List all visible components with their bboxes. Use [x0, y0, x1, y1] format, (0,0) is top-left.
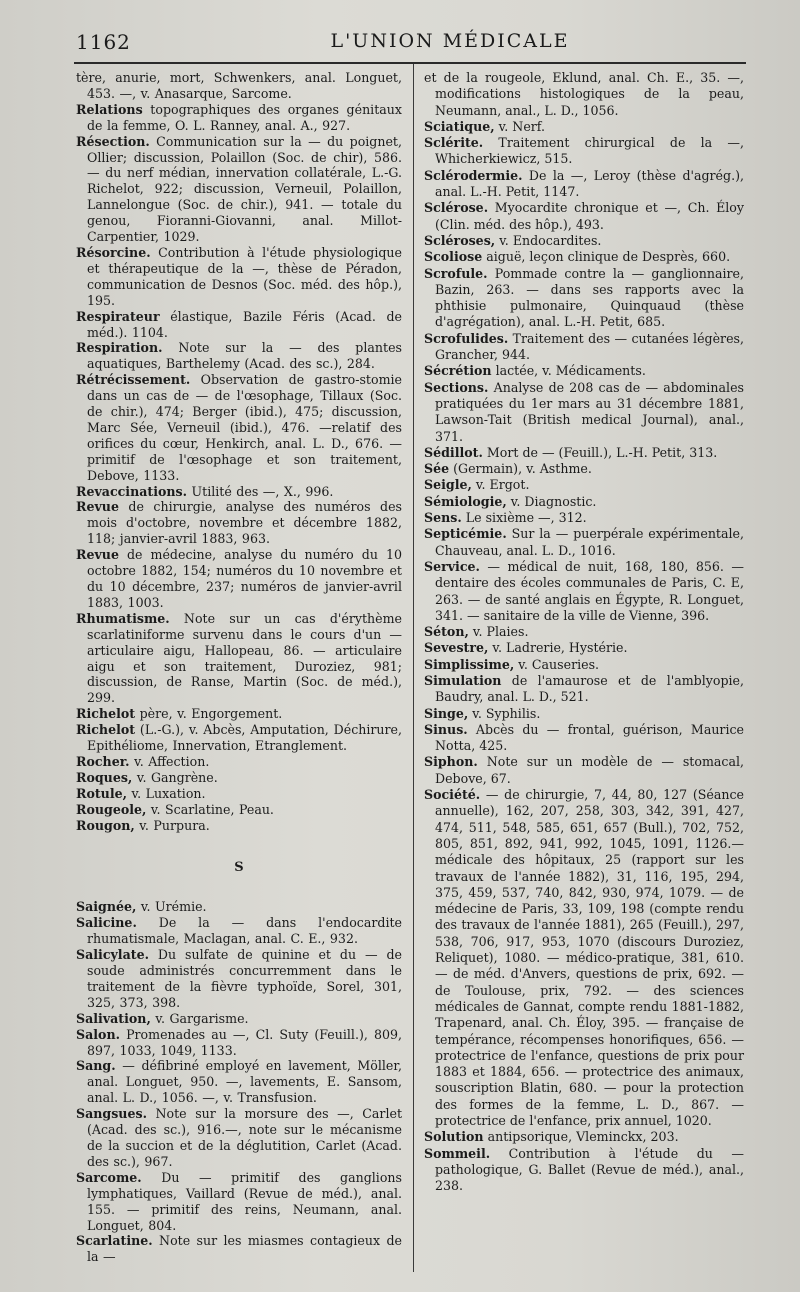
- index-entry: [76, 70, 402, 102]
- entry-text: v. Syphilis.: [468, 705, 541, 721]
- index-entry: [424, 461, 744, 477]
- index-entry: [424, 200, 744, 233]
- entry-text: Communication sur la — du poignet, Ollier; discussion, Polaillon (Soc. de chir), 586. — du nerf médian, innervation collatérale, L.-G. Richelot, 922; discussion, Verneuil, Polaillon, Lannelongue (Soc. de chir.), 941. — totale du genou, Fioranni-Giovanni, anal. Millot-Carpentier, 1029.: [87, 133, 402, 245]
- entry-term: Sections.: [424, 379, 489, 395]
- entry-text: topographiques des organes génitaux de la femme, O. L. Ranney, anal. A., 927.: [87, 101, 402, 133]
- index-entry: [76, 947, 402, 1011]
- entry-term: Richelot: [76, 722, 136, 738]
- index-entry: [424, 526, 744, 559]
- index-entry: [424, 754, 744, 787]
- index-entry: [424, 706, 744, 722]
- entry-term: Sécrétion: [424, 363, 492, 379]
- entry-term: Respiration.: [76, 340, 163, 356]
- entry-text: lactée, v. Médicaments.: [491, 363, 646, 379]
- entry-term: Revaccinations.: [76, 483, 188, 499]
- entry-text: Abcès du — frontal, guérison, Maurice Notta, 425.: [435, 721, 744, 754]
- index-entry: [424, 266, 744, 331]
- entry-term: Résection.: [76, 133, 150, 149]
- index-entry: [76, 1106, 402, 1170]
- entry-term: Sarcome.: [76, 1169, 142, 1185]
- entry-term: Sevestre,: [424, 640, 489, 656]
- entry-term: Sée: [424, 461, 450, 477]
- entry-text: Pommade contre la — ganglionnaire, Bazin, 263. — dans ses rapports avec la phthisie pulmonaire, Quinquaud (thèse d'agrégation), anal. L.-H. Petit, 685.: [435, 265, 744, 330]
- entry-text: Analyse de 208 cas de — abdominales pratiquées du 1er mars au 31 décembre 1881, Lawson-Tait (British medical Journal), anal., 371.: [435, 379, 744, 444]
- entry-term: Sens.: [424, 510, 462, 526]
- index-entry: [424, 559, 744, 624]
- entry-text: Note sur la morsure des —, Carlet (Acad. des sc.), 916.—, note sur le mécanisme de la succion et de la déglutition, Carlet (Acad. des sc.), 967.: [87, 1106, 402, 1169]
- entry-text: Traitement chirurgical de la —, Whicherkiewicz, 515.: [435, 135, 744, 167]
- entry-text: De la — dans l'endocardite rhumatismale, Maclagan, anal. C. E., 932.: [87, 915, 402, 947]
- entry-text: v. Diagnostic.: [506, 493, 597, 509]
- entry-text: De la —, Leroy (thèse d'agrég.), anal. L.-H. Petit, 1147.: [435, 167, 744, 200]
- index-entry: [424, 445, 744, 461]
- index-entry: [76, 818, 402, 834]
- index-entry: [76, 309, 402, 341]
- index-entry: [76, 340, 402, 372]
- entry-text: v. Ladrerie, Hystérie.: [488, 640, 628, 656]
- entry-term: Sinus.: [424, 721, 468, 737]
- entry-term: Société.: [424, 787, 481, 803]
- index-entry: [424, 624, 744, 640]
- index-entry: [76, 706, 402, 722]
- entry-text: v. Luxation.: [127, 785, 206, 801]
- entry-text: v. Urémie.: [136, 899, 207, 915]
- entry-term: Simulation: [424, 672, 502, 688]
- index-entry: [424, 331, 744, 364]
- index-entry: [424, 510, 744, 526]
- entry-text: Contribution à l'étude du — pathologique, G. Ballet (Revue de méd.), anal., 238.: [435, 1145, 744, 1194]
- entry-text: aiguë, leçon clinique de Desprès, 660.: [482, 249, 731, 265]
- entry-text: Promenades au —, Cl. Suty (Feuill.), 809, 897, 1033, 1049, 1133.: [87, 1026, 402, 1058]
- entry-term: Rougon,: [76, 817, 135, 833]
- page-number: 1162: [76, 30, 131, 54]
- entry-term: Sang.: [76, 1058, 116, 1074]
- entry-term: Sémiologie,: [424, 493, 507, 509]
- index-entry: [76, 899, 402, 915]
- entry-term: Salicine.: [76, 915, 137, 931]
- right-column: [424, 70, 744, 1194]
- entry-text: v. Plaies.: [468, 624, 529, 640]
- entry-text: v. Purpura.: [134, 817, 210, 833]
- entry-term: Sangsues.: [76, 1106, 147, 1122]
- entry-term: Roques,: [76, 769, 133, 785]
- entry-term: Rhumatisme.: [76, 610, 170, 626]
- index-entry: [424, 233, 744, 249]
- index-entry: [76, 102, 402, 134]
- entry-text: antipsorique, Vleminckx, 203.: [483, 1129, 679, 1145]
- index-entry: [424, 673, 744, 706]
- index-entry: [76, 245, 402, 309]
- entry-term: Singe,: [424, 705, 469, 721]
- entry-term: Septicémie.: [424, 526, 507, 542]
- index-entry: [424, 70, 744, 119]
- index-entries-r: [76, 70, 402, 834]
- entry-term: Salicylate.: [76, 947, 149, 963]
- entry-term: Revue: [76, 499, 119, 515]
- entry-text: Note sur un cas d'érythème scarlatiniforme survenu dans le cours d'un — articulaire aigu, Hallopeau, 86. — articulaire aigu et son traitement, Duroziez, 981; discussion, de Ranse, Martin (Soc. de méd.), 299.: [87, 610, 402, 706]
- entry-text: Utilité des —, X., 996.: [187, 483, 334, 499]
- entry-text: père, v. Engorgement.: [135, 706, 283, 722]
- entry-text: et de la rougeole, Eklund, anal. Ch. E., 35. —, modifications histologiques de la peau, Neumann, anal., L. D., 1056.: [424, 70, 744, 118]
- entry-term: Scrofulides.: [424, 330, 509, 346]
- entry-term: Sciatique,: [424, 118, 495, 134]
- index-entry: [76, 611, 402, 706]
- entry-term: Service.: [424, 558, 480, 574]
- entry-term: Solution: [424, 1129, 484, 1145]
- index-entry: [76, 547, 402, 611]
- entry-term: Sédillot.: [424, 444, 483, 460]
- entry-text: Observation de gastro-stomie dans un cas de — de l'œsophage, Tillaux (Soc. de chir.), 474; Berger (ibid.), 475; discussion, Marc Sée, Verneuil (ibid.), 476. —relatif des orifices du cœur, Henkirch, anal. L. D., 676. — primitif de l'œsophage et son traitement, Debove, 1133.: [87, 372, 402, 483]
- entry-text: — de chirurgie, 7, 44, 80, 127 (Séance annuelle), 162, 207, 258, 303, 342, 391, 427, 474, 511, 548, 585, 651, 657 (Bull.), 702, 752, 805, 851, 892, 941, 992, 1045, 1091, 1126.—médicale des hôpitaux, 25 (rapport sur les travaux de l'année 1882), 31, 116, 195, 294, 375, 459, 537, 740, 842, 930, 974, 1079. — de médecine de Paris, 33, 109, 198 (compte rendu des travaux de l'année 1881), 265 (Feuill.), 297, 538, 706, 917, 953, 1070 (discours Duroziez, Reliquet), 1080. — médico-pratique, 381, 610. — de méd. d'Anvers, questions de prix, 692. — de Toulouse, prix, 792. — des sciences médicales de Gannat, compte rendu 1881-1882, Trapenard, anal. Ch. Éloy, 395. — française de tempérance, récompenses honorifiques, 656. — protectrice de l'enfance, questions de prix pour 1883 et 1884, 656. — protectrice des animaux, souscription Blatin, 680. — pour la protection des formes de la femme, L. D., 867. — protectrice de l'enfance, prix annuel, 1020.: [435, 787, 744, 1128]
- index-entry: [424, 1129, 744, 1145]
- index-entry: [424, 380, 744, 445]
- index-entry: [424, 363, 744, 379]
- entry-term: Siphon.: [424, 754, 478, 770]
- entry-text: de médecine, analyse du numéro du 10 octobre 1882, 154; numéros du 10 novembre et du 10 décembre, 237; numéros de janvier-avril 1883, 1003.: [87, 547, 402, 610]
- entry-text: v. Gangrène.: [132, 769, 218, 785]
- index-entry: [424, 494, 744, 510]
- entry-text: Note sur les miasmes contagieux de la —: [87, 1233, 402, 1265]
- index-entry: [76, 499, 402, 547]
- index-entry: [424, 657, 744, 673]
- entry-text: Note sur la — des plantes aquatiques, Barthelemy (Acad. des sc.), 284.: [87, 340, 402, 372]
- index-entry: [424, 168, 744, 201]
- entry-term: Salivation,: [76, 1010, 151, 1026]
- entry-text: Sur la — puerpérale expérimentale, Chauveau, anal. L. D., 1016.: [435, 526, 744, 558]
- entry-text: v. Scarlatine, Peau.: [146, 801, 274, 817]
- entry-text: Note sur un modèle de — stomacal, Debove, 67.: [435, 754, 744, 786]
- entry-text: Traitement des — cutanées légères, Grancher, 944.: [435, 330, 744, 363]
- entry-term: Seigle,: [424, 477, 472, 493]
- index-entry: [424, 135, 744, 168]
- header-rule: [74, 62, 746, 64]
- entry-text: de chirurgie, analyse des numéros des mois d'octobre, novembre et décembre 1882, 118; janvier-avril 1883, 963.: [87, 499, 402, 547]
- entry-term: Rotule,: [76, 785, 128, 801]
- entry-term: Revue: [76, 547, 119, 563]
- index-entry: [76, 1027, 402, 1059]
- entry-text: tère, anurie, mort, Schwenkers, anal. Longuet, 453. —, v. Anasarque, Sarcome.: [76, 70, 402, 101]
- entry-text: — médical de nuit, 168, 180, 856. — dentaire des écoles communales de Paris, C. E, 263. — de santé anglais en Égypte, R. Longuet, 341. — sanitaire de la ville de Vienne, 396.: [435, 558, 744, 623]
- index-entry: [76, 1058, 402, 1106]
- entry-term: Respirateur: [76, 308, 160, 324]
- entry-text: Du sulfate de quinine et du — de soude administrés concurremment dans le traitement de la fièvre typhoïde, Sorel, 301, 325, 373, 398.: [87, 947, 402, 1010]
- entry-text: Mort de — (Feuill.), L.-H. Petit, 313.: [482, 444, 718, 460]
- entry-text: v. Causeries.: [514, 656, 600, 672]
- entry-term: Rétrécissement.: [76, 372, 191, 388]
- entry-text: de l'amaurose et de l'amblyopie, Baudry, anal. L. D., 521.: [435, 672, 744, 705]
- entry-text: élastique, Bazile Féris (Acad. de méd.). 1104.: [87, 308, 402, 340]
- entry-term: Rougeole,: [76, 801, 147, 817]
- entry-text: v. Endocardites.: [495, 232, 602, 248]
- entry-term: Richelot: [76, 706, 136, 722]
- index-entry: [76, 786, 402, 802]
- entry-term: Résorcine.: [76, 244, 151, 260]
- index-entry: [76, 915, 402, 947]
- index-entry: [76, 134, 402, 245]
- entry-term: Salon.: [76, 1026, 120, 1042]
- index-entry: [424, 477, 744, 493]
- index-entry: [76, 722, 402, 754]
- entry-text: v. Nerf.: [494, 118, 546, 134]
- index-entry: [76, 372, 402, 483]
- page-header: [0, 30, 800, 58]
- left-column: [76, 70, 402, 1265]
- index-entry: [76, 802, 402, 818]
- index-entry: [76, 1233, 402, 1265]
- entry-term: Scrofule.: [424, 265, 488, 281]
- entry-term: Scléroses,: [424, 232, 496, 248]
- section-letter: S: [234, 859, 244, 875]
- index-entry: [424, 249, 744, 265]
- entry-term: Scarlatine.: [76, 1233, 153, 1249]
- entry-text: Myocardite chronique et —, Ch. Éloy (Clin. méd. des hôp.), 493.: [435, 200, 744, 232]
- index-entries-right: [424, 70, 744, 1194]
- entry-text: v. Affection.: [129, 753, 210, 769]
- index-entry: [76, 484, 402, 500]
- entry-term: Séton,: [424, 624, 469, 640]
- entry-text: Du — primitif des ganglions lymphatiques, Vaillard (Revue de méd.), anal. 155. — primitif des reins, Neumann, anal. Longuet, 804.: [87, 1169, 402, 1233]
- index-entries-s: [76, 899, 402, 1265]
- index-entry: [424, 722, 744, 755]
- entry-text: (L.-G.), v. Abcès, Amputation, Déchirure, Epithéliome, Innervation, Etranglement.: [87, 722, 402, 754]
- entry-text: — défibriné employé en lavement, Möller, anal. Longuet, 950. —, lavements, E. Sansom, anal. L. D., 1056. —, v. Transfusion.: [87, 1058, 402, 1106]
- entry-term: Sclérose.: [424, 200, 489, 216]
- running-title: L'UNION MÉDICALE: [330, 30, 570, 52]
- index-entry: [76, 770, 402, 786]
- entry-term: Relations: [76, 101, 143, 117]
- entry-term: Rocher.: [76, 753, 130, 769]
- entry-text: v. Gargarisme.: [150, 1010, 249, 1026]
- index-entry: [424, 787, 744, 1129]
- entry-term: Sclérite.: [424, 135, 484, 151]
- entry-term: Sclérodermie.: [424, 167, 523, 183]
- entry-term: Saignée,: [76, 899, 137, 915]
- index-entry: [76, 754, 402, 770]
- index-entry: [424, 119, 744, 135]
- entry-term: Sommeil.: [424, 1145, 491, 1161]
- column-divider: [413, 64, 414, 1272]
- entry-text: Le sixième —, 312.: [461, 510, 587, 526]
- entry-text: (Germain), v. Asthme.: [449, 461, 592, 477]
- entry-term: Simplissime,: [424, 656, 515, 672]
- index-entry: [76, 1170, 402, 1234]
- index-entry: [424, 640, 744, 656]
- entry-text: Contribution à l'étude physiologique et thérapeutique de la —, thèse de Péradon, communication de Desnos (Soc. méd. des hôp.), 195.: [87, 244, 402, 308]
- index-entry: [76, 1011, 402, 1027]
- index-entry: [424, 1146, 744, 1195]
- entry-term: Scoliose: [424, 249, 483, 265]
- entry-text: v. Ergot.: [471, 477, 530, 493]
